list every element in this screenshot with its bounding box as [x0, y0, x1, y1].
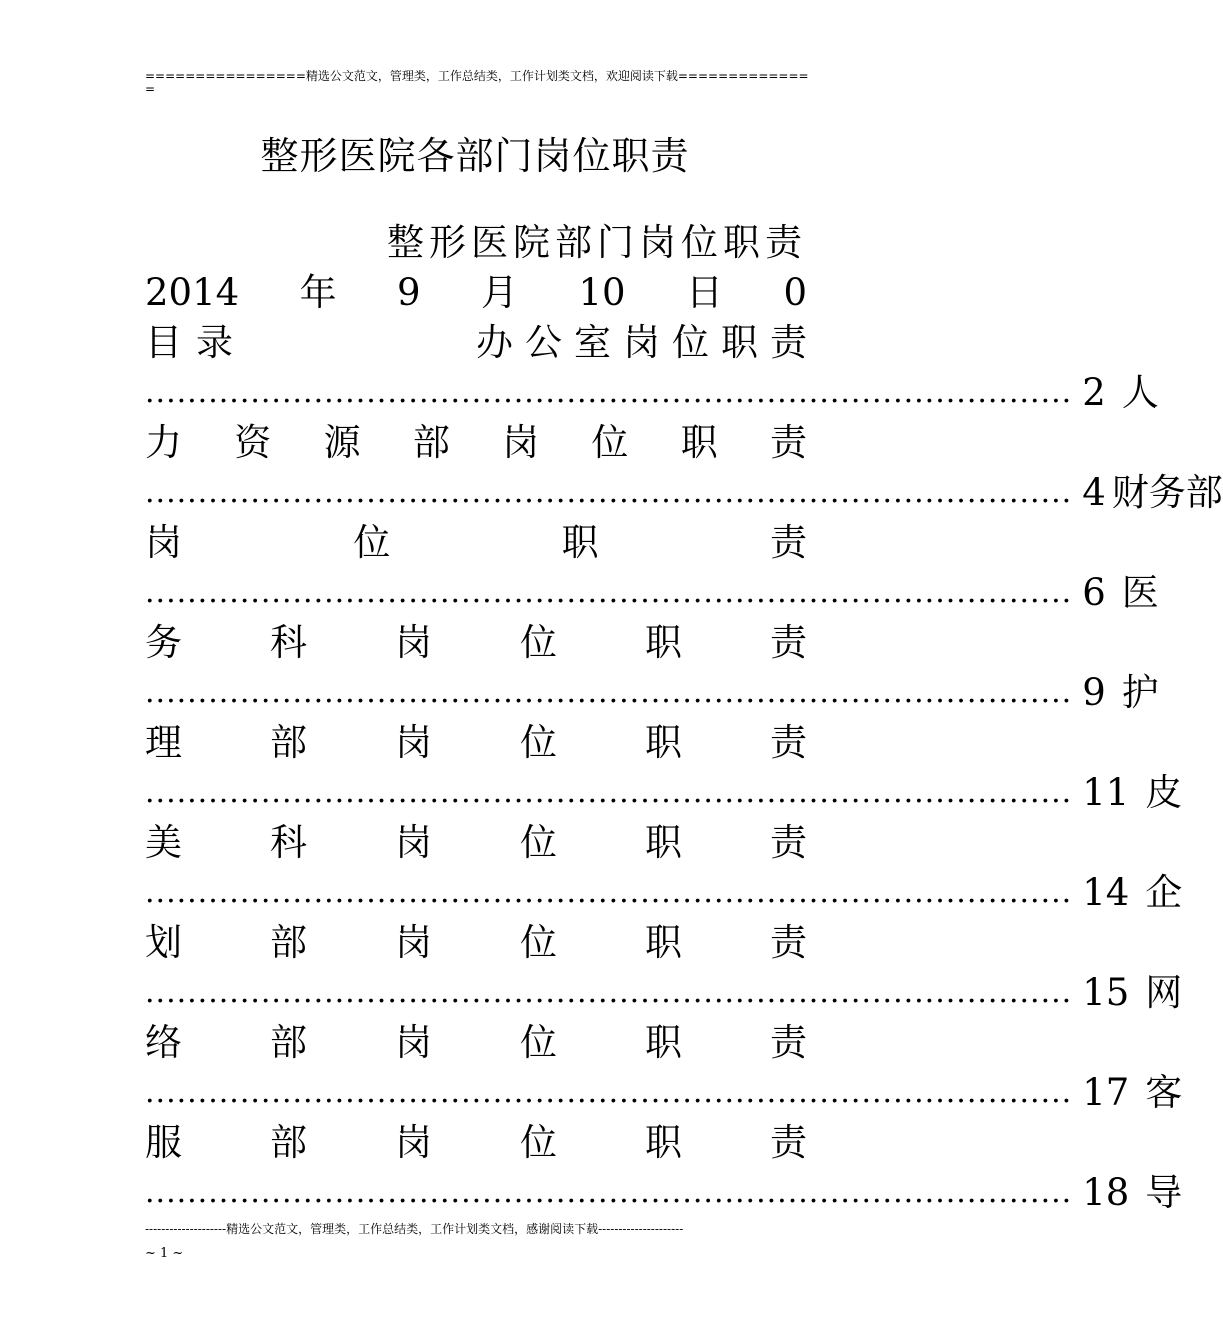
- date-month: 9: [397, 271, 421, 314]
- date-day-unit: 日: [686, 271, 723, 314]
- toc-entry-3-leader: ........................................................................................ 6 医: [145, 568, 807, 618]
- toc-entry-5-leader: ........................................................................................ 11 皮: [145, 768, 807, 818]
- date-line: [145, 268, 807, 318]
- toc-entry-2-rest: 力 资 源 部 岗 位 职 责: [145, 421, 807, 464]
- toc-entry-8-leader: ........................................................................................ 17 客: [145, 1068, 807, 1118]
- toc-entry-3-rest: 岗 位 职 责: [145, 521, 807, 564]
- toc-entry-4-leader: ........................................................................................ 9 护: [145, 668, 807, 718]
- toc-entry-4-page: 9: [1082, 671, 1106, 714]
- toc-continuation-char: 导: [1145, 1171, 1183, 1214]
- subtitle: 整形医院部门岗位职责: [387, 221, 807, 264]
- date-month-unit: 月: [481, 271, 519, 314]
- toc-dot-leader: ........................................................................................: [145, 575, 1073, 610]
- toc-dot-leader: ........................................................................................: [145, 875, 1073, 910]
- toc-entry-9-page: 18: [1082, 1171, 1130, 1214]
- toc-entry-2-leader: [145, 468, 1223, 518]
- date-day: 10: [578, 271, 626, 314]
- toc-entry-2-first-char: 人: [1121, 371, 1159, 414]
- toc-entry-1-leader: [145, 368, 1159, 418]
- toc-dot-leader: ........................................................................................: [145, 475, 1073, 510]
- toc-dot-leader: ........................................................................................: [145, 775, 1073, 810]
- toc-heading: 目录: [145, 321, 247, 364]
- toc-dot-leader: ........................................................................................: [145, 1175, 1073, 1210]
- toc-entry-2-page: 4: [1082, 471, 1106, 514]
- toc-entry-3-first-chars: 财务部: [1111, 471, 1223, 514]
- date-year-unit: 年: [299, 271, 337, 314]
- toc-entry-1-page: 2: [1082, 371, 1106, 414]
- toc-entry-5-rest: 理 部 岗 位 职 责: [145, 721, 807, 764]
- date-year: 2014: [145, 271, 240, 314]
- toc-entry-1-name: 办公室岗位职责: [476, 321, 819, 364]
- toc-entry-7-rest: 划 部 岗 位 职 责: [145, 921, 807, 964]
- toc-entry-8-page: 17: [1082, 1071, 1130, 1114]
- toc-entry-7-leader: ........................................................................................ 15 网: [145, 968, 807, 1018]
- page-footer: --------------------精选公文范文，管理类，工作总结类，工作计划类文档，感谢阅读下载---------------------: [145, 1222, 684, 1236]
- toc-entry-5-page: 11: [1082, 771, 1130, 814]
- toc-entry-8-rest: 络 部 岗 位 职 责: [145, 1021, 807, 1064]
- toc-dot-leader: ........................................................................................: [145, 675, 1073, 710]
- toc-dot-leader: ........................................................................................: [145, 375, 1073, 410]
- subtitle-line: [145, 218, 807, 268]
- toc-entry-9-leader: [145, 1168, 1183, 1218]
- page-number: ~ 1 ~: [145, 1246, 184, 1261]
- toc-dot-leader: ........................................................................................: [145, 975, 1073, 1010]
- toc-heading-line: [145, 318, 819, 368]
- date-trailing-number: 0: [783, 271, 807, 314]
- toc-entry-6-page: 14: [1082, 871, 1130, 914]
- toc-entry-4-rest: 务 科 岗 位 职 责: [145, 621, 807, 664]
- document-title: 整形医院各部门岗位职责: [260, 134, 690, 178]
- page-header: ================精选公文范文，管理类，工作总结类，工作计划类文档，欢迎阅读下载==============: [145, 69, 809, 96]
- toc-entry-3-page: 6: [1082, 571, 1106, 614]
- document-body: [145, 218, 1223, 1218]
- toc-entry-6-rest: 美 科 岗 位 职 责: [145, 821, 807, 864]
- toc-entry-6-leader: ........................................................................................ 14 企: [145, 868, 807, 918]
- toc-dot-leader: ........................................................................................: [145, 1075, 1073, 1110]
- toc-entry-9-rest: 服 部 岗 位 职 责: [145, 1121, 807, 1164]
- toc-entry-7-page: 15: [1082, 971, 1130, 1014]
